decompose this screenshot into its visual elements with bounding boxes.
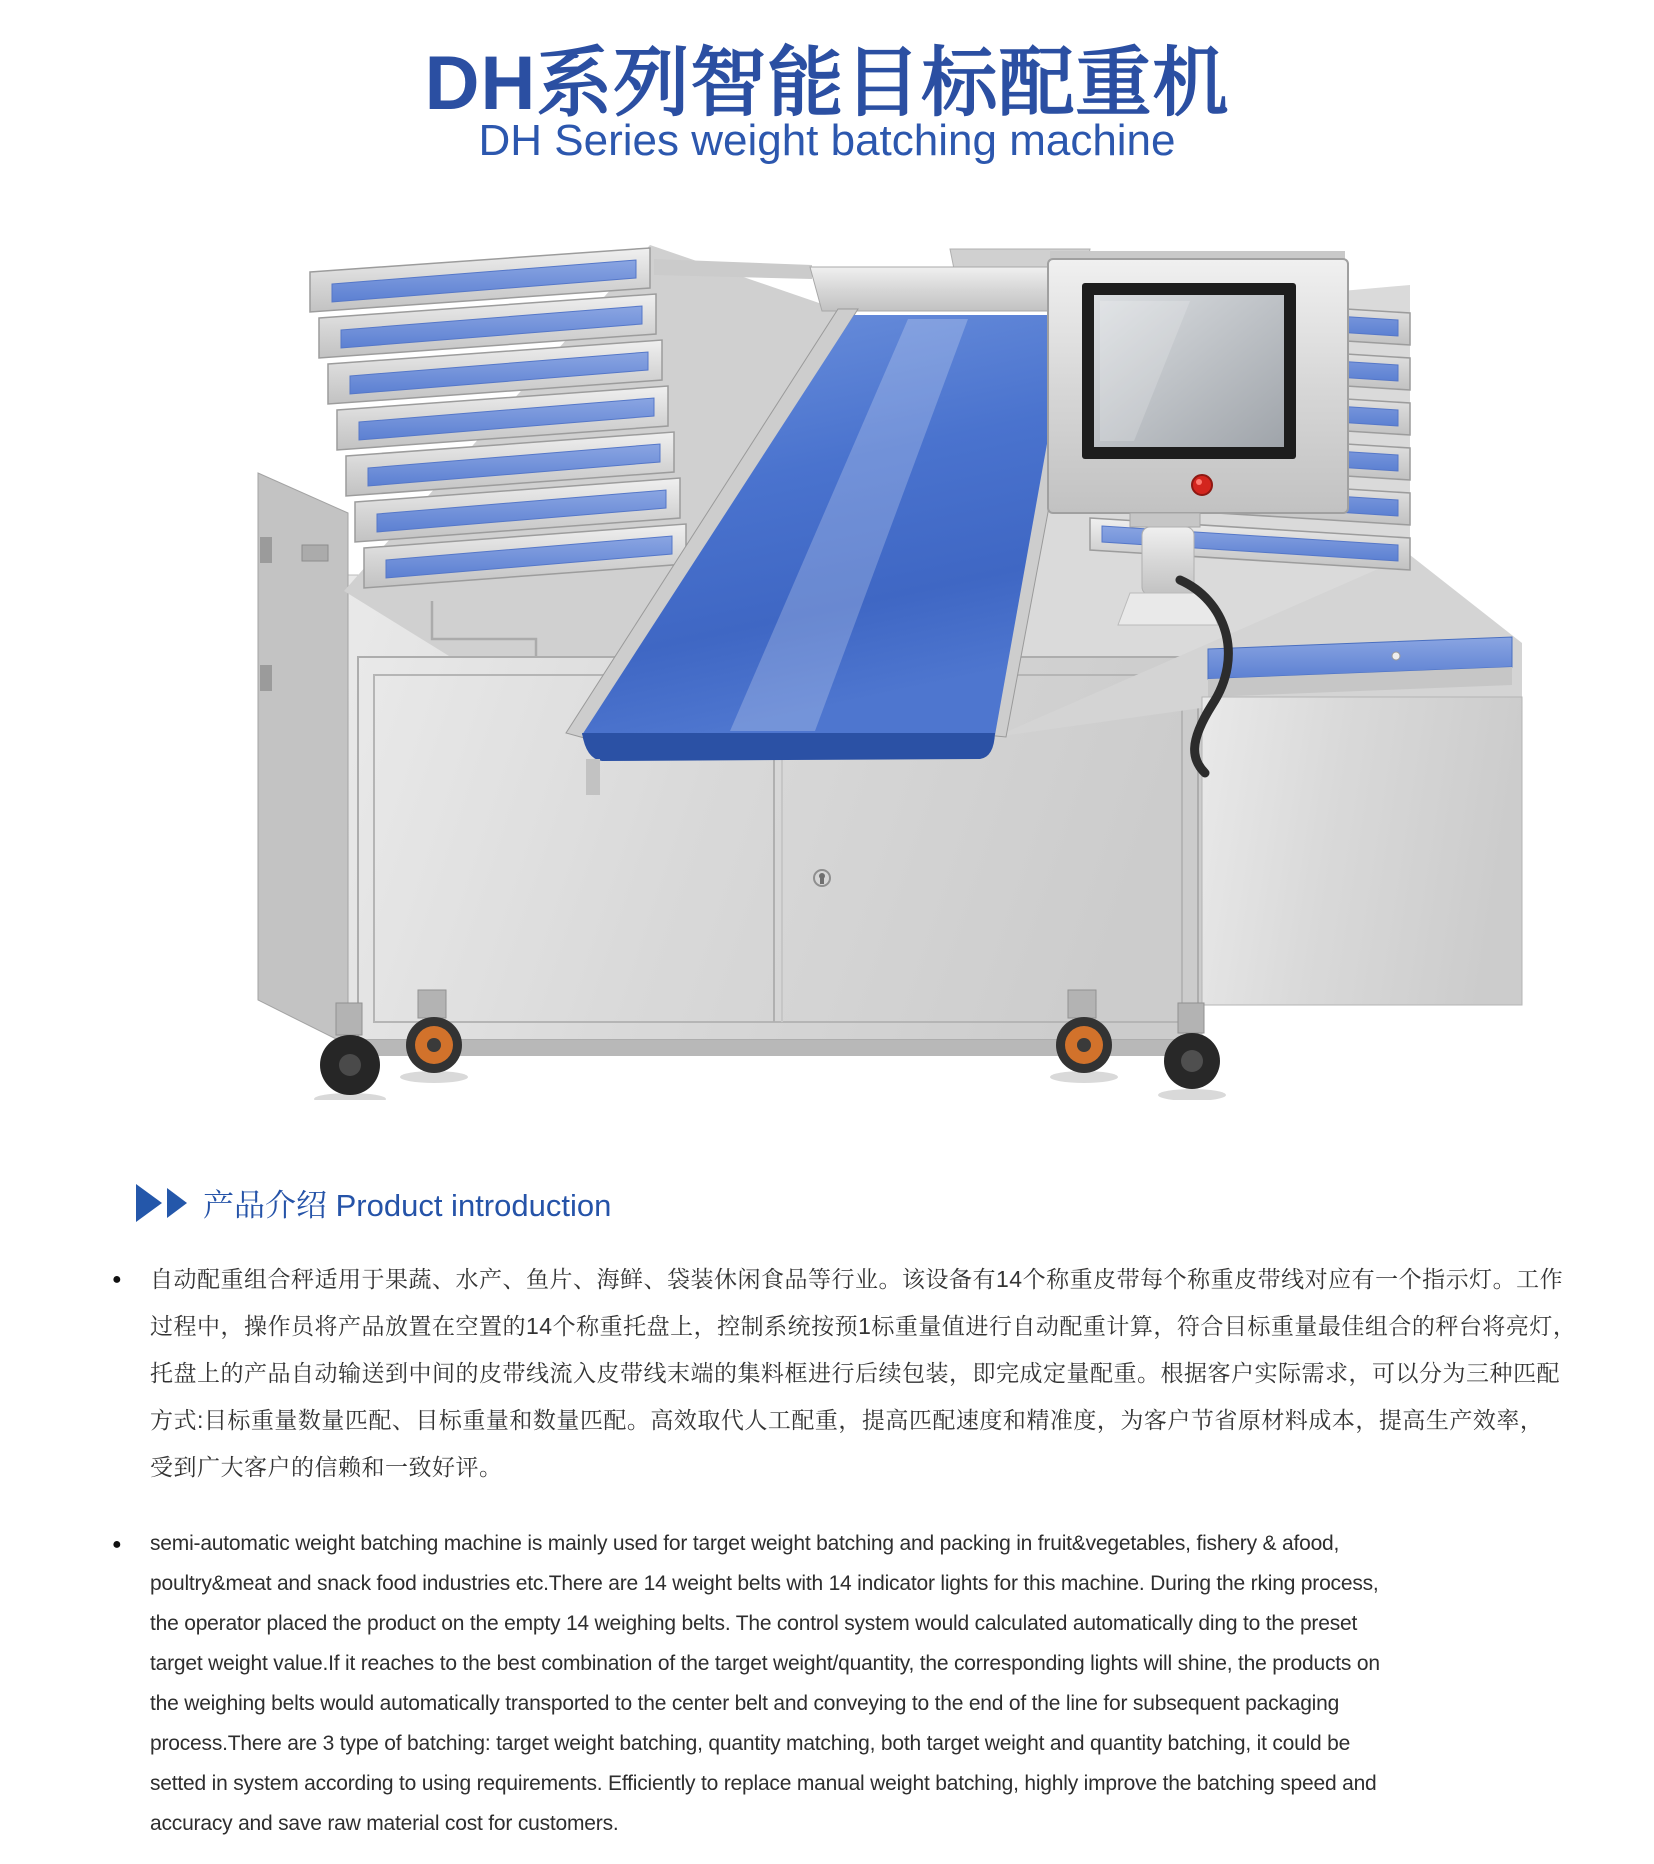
intro-en-line: the weighing belts would automatically transported to the center belt and conveying to the end of the line for subsequent packaging (150, 1692, 1340, 1715)
intro-en-line: the operator placed the product on the empty 14 weighing belts. The control system would calculated automatically ding to the preset (150, 1612, 1358, 1635)
section-arrow-icon (136, 1184, 162, 1222)
bullet-icon: ● (112, 1536, 122, 1553)
intro-cn-line: 受到广大客户的信赖和一致好评。 (150, 1454, 503, 1480)
section-header (136, 1180, 611, 1225)
belt-end-roller (582, 733, 995, 761)
intro-cn-line: 过程中，操作员将产品放置在空置的14个称重托盘上，控制系统按预1标重量值进行自动配重计算，符合目标重量最佳组合的秤台将亮灯， (150, 1313, 1577, 1339)
section-arrow-icon (167, 1188, 187, 1218)
intro-en-line: setted in system according to using requirements. Efficiently to replace manual weight batching, highly improve the batching speed and (150, 1772, 1377, 1795)
machine-illustration (250, 245, 1530, 1100)
intro-en-line: target weight value.If it reaches to the best combination of the target weight/quantity, the corresponding lights will shine, the products on (150, 1652, 1380, 1675)
page-subtitle: DH Series weight batching machine (478, 116, 1176, 165)
emergency-button (1192, 475, 1212, 495)
section-title: 产品介绍 Product introduction (203, 1188, 612, 1223)
machine-photo (250, 245, 1530, 1100)
bullet-icon: ● (112, 1271, 122, 1288)
intro-cn-line: 自动配重组合秤适用于果蔬、水产、鱼片、海鲜、袋装休闲食品等行业。该设备有14个称重皮带每个称重皮带线对应有一个指示灯。工作 (150, 1266, 1564, 1292)
intro-cn-line: 方式:目标重量数量匹配、目标重量和数量匹配。高效取代人工配重，提高匹配速度和精准度，为客户节省原材料成本，提高生产效率， (150, 1407, 1544, 1433)
intro-cn-line: 托盘上的产品自动输送到中间的皮带线流入皮带线末端的集料框进行后续包装，即完成定量配重。根据客户实际需求，可以分为三种匹配 (150, 1360, 1560, 1386)
page-title: DH系列智能目标配重机 (424, 41, 1230, 126)
intro-en-line: process.There are 3 type of batching: target weight batching, quantity matching, both target weight and quantity batching, it could be (150, 1732, 1351, 1755)
intro-paragraph-en (112, 1524, 1592, 1844)
intro-en-line: semi-automatic weight batching machine is mainly used for target weight batching and packing in fruit&vegetables, fishery & afood, (150, 1532, 1340, 1555)
intro-paragraph-cn (112, 1256, 1592, 1491)
intro-en-line: accuracy and save raw material cost for customers. (150, 1812, 619, 1835)
intro-en-line: poultry&meat and snack food industries etc.There are 14 weight belts with 14 indicator lights for this machine. During the rking process, (150, 1572, 1379, 1595)
